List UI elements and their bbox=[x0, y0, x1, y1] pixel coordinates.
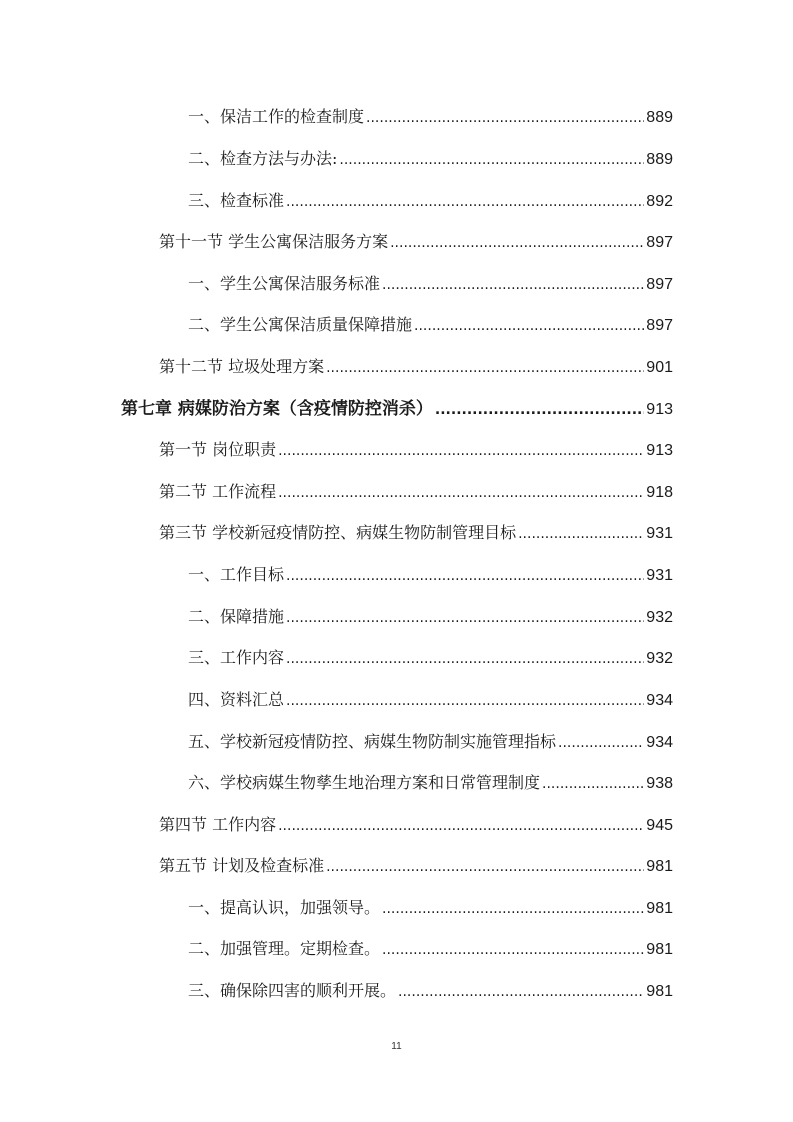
toc-entry-label: 二、学生公寓保洁质量保障措施 bbox=[188, 315, 413, 334]
toc-entry-label: 二、加强管理。定期检查。 bbox=[188, 939, 381, 958]
toc-entry[interactable] bbox=[159, 230, 673, 254]
dot-leader bbox=[286, 564, 644, 588]
toc-entry[interactable] bbox=[188, 189, 673, 213]
dot-leader bbox=[398, 980, 644, 1004]
toc-entry-page: 889 bbox=[646, 151, 673, 168]
toc-entry-label: 一、学生公寓保洁服务标准 bbox=[188, 274, 381, 293]
toc-entry[interactable] bbox=[188, 563, 673, 587]
toc-entry[interactable] bbox=[188, 688, 673, 712]
dot-leader bbox=[366, 106, 644, 130]
toc-entry-label: 第一节 岗位职责 bbox=[159, 440, 277, 459]
toc-entry[interactable] bbox=[188, 605, 673, 629]
toc-entry[interactable] bbox=[188, 937, 673, 961]
toc-entry-page: 913 bbox=[646, 401, 673, 418]
toc-entry-page: 932 bbox=[646, 650, 673, 667]
toc-entry-page: 981 bbox=[646, 941, 673, 958]
toc-entry-label: 第二节 工作流程 bbox=[159, 482, 277, 501]
toc-entry-page: 897 bbox=[646, 234, 673, 251]
toc-entry-page: 938 bbox=[646, 775, 673, 792]
toc-entry-page: 981 bbox=[646, 983, 673, 1000]
dot-leader bbox=[390, 231, 644, 255]
dot-leader bbox=[542, 772, 644, 796]
toc-entry-page: 918 bbox=[646, 484, 673, 501]
toc-entry[interactable] bbox=[188, 646, 673, 670]
dot-leader bbox=[382, 938, 644, 962]
toc-entry-page: 931 bbox=[646, 567, 673, 584]
dot-leader bbox=[286, 606, 644, 630]
toc-entry[interactable] bbox=[188, 979, 673, 1003]
toc-entry[interactable] bbox=[188, 313, 673, 337]
toc-entry-label: 六、学校病媒生物孳生地治理方案和日常管理制度 bbox=[188, 773, 541, 792]
toc-entry-page: 945 bbox=[646, 817, 673, 834]
toc-entry[interactable] bbox=[188, 272, 673, 296]
dot-leader bbox=[278, 439, 644, 463]
toc-entry-label: 第十一节 学生公寓保洁服务方案 bbox=[159, 232, 389, 251]
dot-leader bbox=[286, 689, 644, 713]
toc-entry-label: 五、学校新冠疫情防控、病媒生物防制实施管理指标 bbox=[188, 732, 557, 751]
dot-leader bbox=[278, 481, 644, 505]
dot-leader bbox=[414, 314, 644, 338]
toc-entry[interactable] bbox=[188, 896, 673, 920]
toc-entry[interactable] bbox=[188, 105, 673, 129]
toc-entry-page: 931 bbox=[646, 525, 673, 542]
toc-entry-page: 932 bbox=[646, 609, 673, 626]
toc-entry-page: 889 bbox=[646, 109, 673, 126]
dot-leader bbox=[558, 731, 644, 755]
dot-leader bbox=[382, 897, 644, 921]
toc-entry[interactable] bbox=[188, 730, 673, 754]
toc-chapter-entry[interactable] bbox=[121, 397, 673, 421]
toc-entry-label: 第四节 工作内容 bbox=[159, 815, 277, 834]
toc-entry-page: 901 bbox=[646, 359, 673, 376]
dot-leader bbox=[435, 398, 644, 422]
toc-entry-label: 三、确保除四害的顺利开展。 bbox=[188, 981, 397, 1000]
dot-leader bbox=[286, 647, 644, 671]
dot-leader bbox=[339, 148, 644, 172]
toc-entry-page: 981 bbox=[646, 858, 673, 875]
toc-entry-page: 981 bbox=[646, 900, 673, 917]
toc-entry[interactable] bbox=[159, 438, 673, 462]
dot-leader bbox=[326, 356, 644, 380]
toc-entry-label: 三、工作内容 bbox=[188, 648, 285, 667]
toc-entry-page: 934 bbox=[646, 692, 673, 709]
toc-entry-page: 897 bbox=[646, 276, 673, 293]
toc-entry-label: 一、提高认识，加强领导。 bbox=[188, 898, 381, 917]
toc-entry-page: 934 bbox=[646, 734, 673, 751]
toc-entry[interactable] bbox=[159, 521, 673, 545]
toc-entry-label: 一、保洁工作的检查制度 bbox=[188, 107, 365, 126]
toc-entry-label: 第五节 计划及检查标准 bbox=[159, 856, 325, 875]
toc-entry-label: 第三节 学校新冠疫情防控、病媒生物防制管理目标 bbox=[159, 523, 517, 542]
dot-leader bbox=[286, 190, 644, 214]
dot-leader bbox=[278, 814, 644, 838]
toc-entry-label: 第七章 病媒防治方案（含疫情防控消杀） bbox=[121, 399, 433, 419]
toc-entry[interactable] bbox=[188, 771, 673, 795]
toc-entry-label: 四、资料汇总 bbox=[188, 690, 285, 709]
toc-entry[interactable] bbox=[159, 813, 673, 837]
page-number-footer: 11 bbox=[391, 1041, 402, 1052]
toc-entry-label: 第十二节 垃圾处理方案 bbox=[159, 357, 325, 376]
dot-leader bbox=[382, 273, 644, 297]
dot-leader bbox=[326, 855, 644, 879]
toc-entry[interactable] bbox=[159, 854, 673, 878]
toc-entry[interactable] bbox=[159, 355, 673, 379]
toc-entry-label: 二、保障措施 bbox=[188, 607, 285, 626]
toc-entry[interactable] bbox=[159, 480, 673, 504]
dot-leader bbox=[518, 522, 644, 546]
toc-entry-page: 892 bbox=[646, 193, 673, 210]
toc-entry-label: 三、检查标准 bbox=[188, 191, 285, 210]
toc-entry-page: 913 bbox=[646, 442, 673, 459]
toc-entry-label: 二、检查方法与办法: bbox=[188, 149, 338, 168]
toc-entry-page: 897 bbox=[646, 317, 673, 334]
toc-entry-label: 一、工作目标 bbox=[188, 565, 285, 584]
toc-entry[interactable] bbox=[188, 147, 673, 171]
